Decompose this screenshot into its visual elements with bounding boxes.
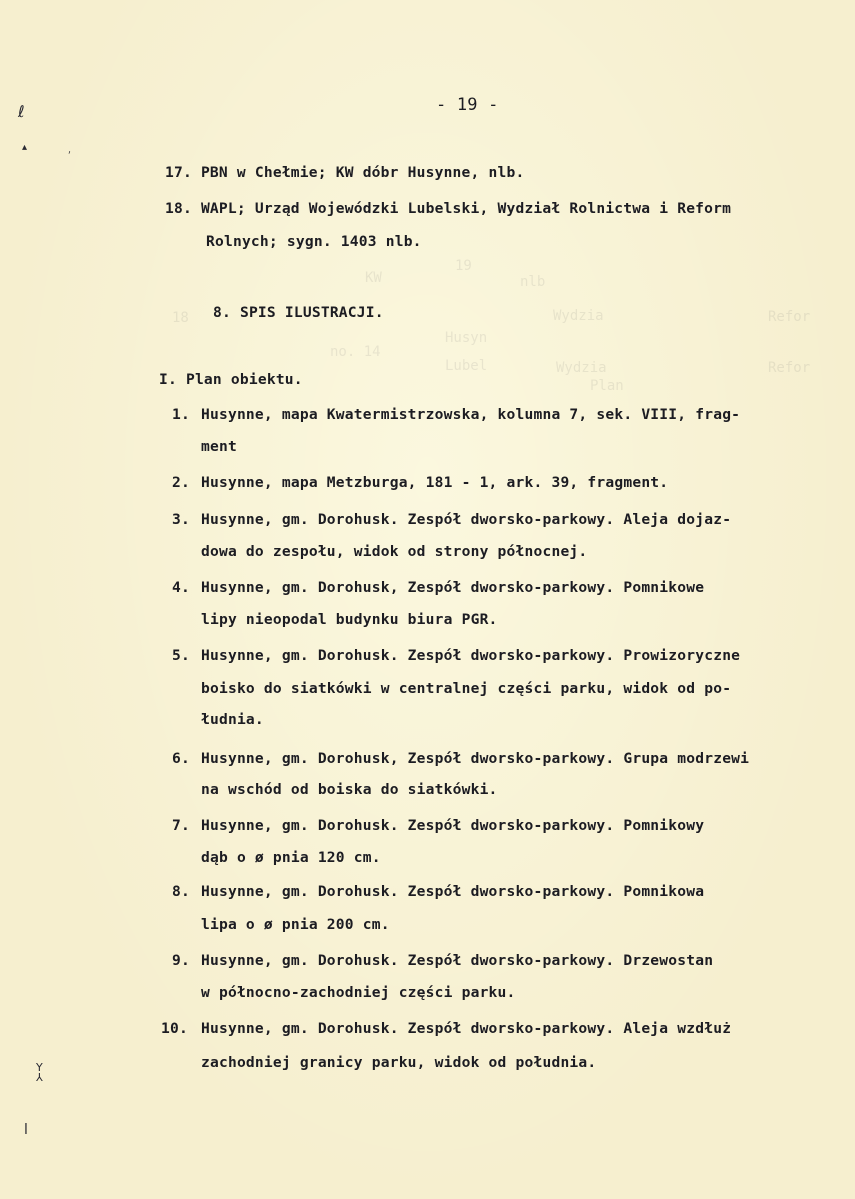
list-item-number: 7. — [172, 817, 190, 834]
list-item-number: 10. — [161, 1020, 188, 1037]
list-item-text: Husynne, gm. Dorohusk. Zespół dworsko-parkowy. Drzewostan — [201, 952, 714, 969]
list-item-number: 1. — [172, 406, 190, 423]
source-entry-17: 17. PBN w Chełmie; KW dóbr Husynne, nlb. — [165, 164, 525, 181]
list-item-text: Husynne, gm. Dorohusk. Zespół dworsko-parkowy. Pomnikowy — [201, 817, 705, 834]
list-item-text: boisko do siatkówki w centralnej części parku, widok od po- — [201, 680, 732, 697]
list-item-text: na wschód od boiska do siatkówki. — [201, 781, 498, 798]
list-item-text: dąb o ø pnia 120 cm. — [201, 849, 381, 866]
subsection-heading: I. Plan obiektu. — [159, 371, 303, 388]
list-item-text: ment — [201, 438, 237, 455]
list-item-number: 9. — [172, 952, 190, 969]
list-item-text: Husynne, gm. Dorohusk, Zespół dworsko-parkowy. Grupa modrzewi — [201, 750, 750, 767]
bleed-through-text: Husyn — [445, 330, 488, 346]
list-item-number: 6. — [172, 750, 190, 767]
list-item-text: Husynne, gm. Dorohusk. Zespół dworsko-parkowy. Pomnikowa — [201, 883, 705, 900]
list-item-text: Husynne, gm. Dorohusk. Zespół dworsko-parkowy. Aleja wzdłuż — [201, 1020, 732, 1037]
list-item-text: Husynne, mapa Kwatermistrzowska, kolumna 7, sek. VIII, frag- — [201, 406, 741, 423]
bleed-through-text: Lubel — [445, 358, 488, 374]
list-item-text: lipy nieopodal budynku biura PGR. — [201, 611, 498, 628]
source-entry-18: 18. WAPL; Urząd Wojewódzki Lubelski, Wydział Rolnictwa i Reform — [165, 200, 732, 217]
scan-artifact-mark: Y ⅄ — [36, 1061, 43, 1084]
list-item-text: zachodniej granicy parku, widok od południa. — [201, 1054, 597, 1071]
list-item-number: 2. — [172, 474, 190, 491]
list-item-text: lipa o ø pnia 200 cm. — [201, 916, 390, 933]
bleed-through-text: KW — [365, 270, 382, 286]
bleed-through-text: Wydzia — [556, 360, 607, 376]
bleed-through-text: 18 — [172, 310, 189, 326]
list-item-text: Husynne, gm. Dorohusk, Zespół dworsko-parkowy. Pomnikowe — [201, 579, 705, 596]
scan-artifact-mark: ℓ — [18, 102, 25, 121]
bleed-through-text: Wydzia — [553, 308, 604, 324]
list-item-number: 8. — [172, 883, 190, 900]
list-item-number: 4. — [172, 579, 190, 596]
bleed-through-text: nlb — [520, 274, 546, 290]
list-item-text: Husynne, mapa Metzburga, 181 - 1, ark. 39, fragment. — [201, 474, 669, 491]
list-item-number: 5. — [172, 647, 190, 664]
list-item-text: łudnia. — [201, 711, 264, 728]
bleed-through-text: 19 — [455, 258, 472, 274]
page-number: - 19 - — [436, 95, 499, 115]
bleed-through-text: Refor — [768, 309, 811, 325]
list-item-text: dowa do zespołu, widok od strony północnej. — [201, 543, 588, 560]
scan-artifact-mark: ▴ — [22, 142, 28, 153]
bleed-through-text: no. 14 — [330, 344, 381, 360]
list-item-number: 3. — [172, 511, 190, 528]
scan-artifact-mark: ˊ — [65, 149, 76, 164]
list-item-text: w północno-zachodniej części parku. — [201, 984, 516, 1001]
scan-artifact-mark: l — [24, 1122, 28, 1138]
list-item-text: Husynne, gm. Dorohusk. Zespół dworsko-parkowy. Aleja dojaz- — [201, 511, 732, 528]
list-item-text: Husynne, gm. Dorohusk. Zespół dworsko-parkowy. Prowizoryczne — [201, 647, 741, 664]
section-heading: 8. SPIS ILUSTRACJI. — [213, 304, 384, 321]
source-entry-18-cont: Rolnych; sygn. 1403 nlb. — [206, 233, 422, 250]
bleed-through-text: Plan — [590, 378, 624, 394]
bleed-through-text: Refor — [768, 360, 811, 376]
